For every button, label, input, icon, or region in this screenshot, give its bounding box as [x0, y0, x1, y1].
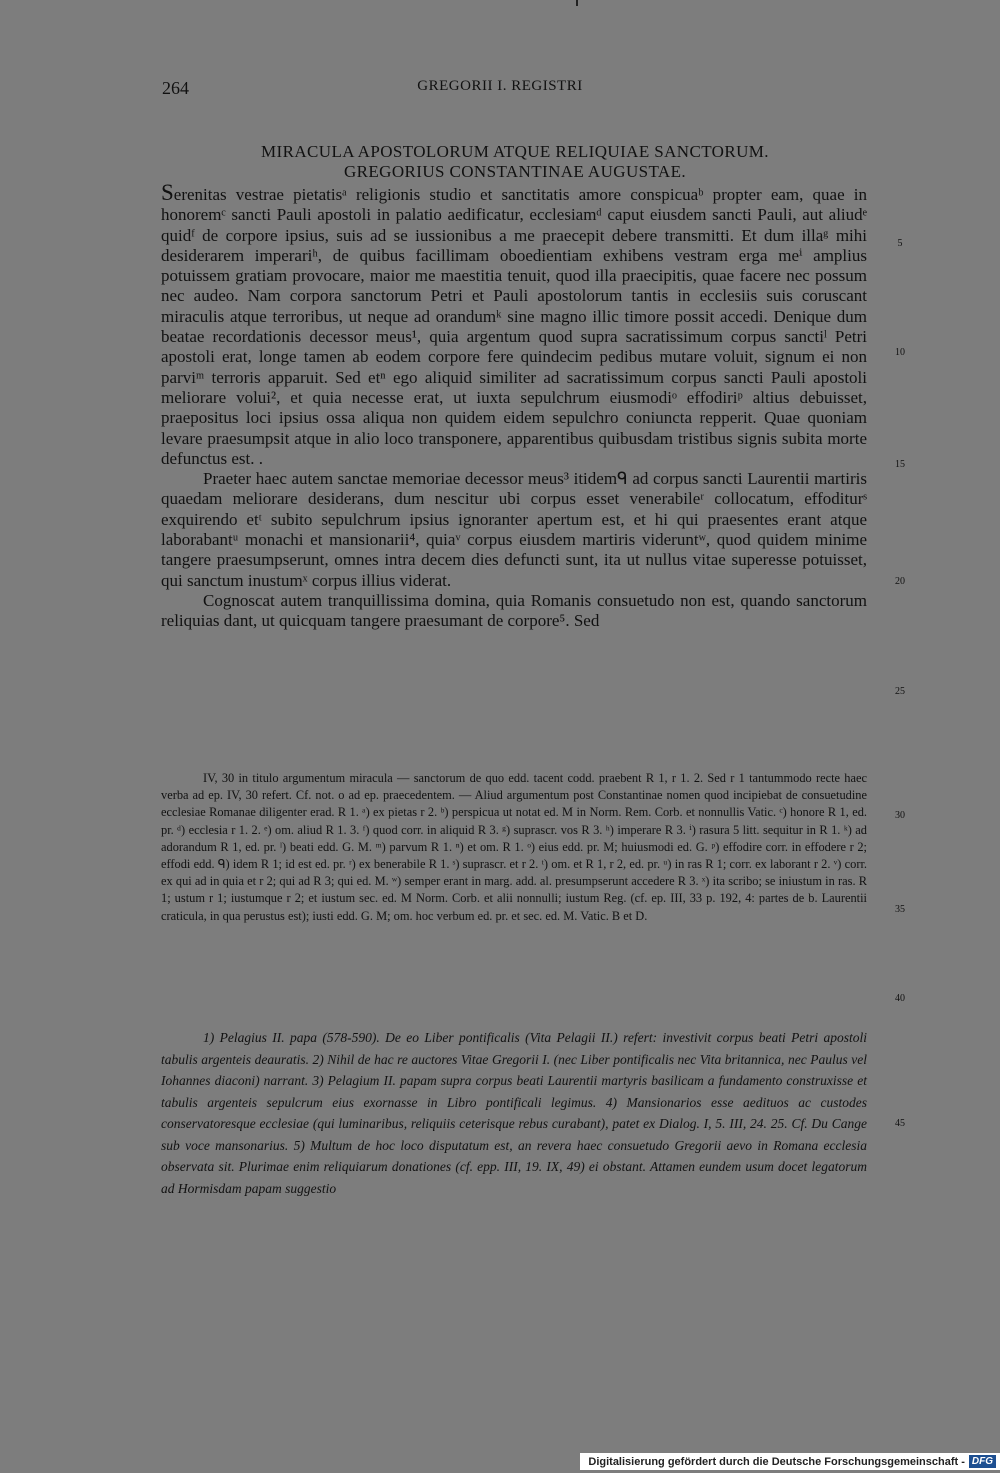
dfg-footer [580, 1453, 1000, 1470]
top-mark [576, 0, 578, 6]
paragraph: Serenitas vestrae pietatisᵃ religionis studio et sanctitatis amore conspicuaᵇ propter eam, quae in honoremᶜ sancti Pauli apostoli in palatio aedificatur, ecclesiamᵈ caput eiusdem sancti Pauli, aut aliudᵉ quidᶠ de corpore ipsius, suis ad se iussionibus a me praecepit debere transmitti. Et dum illaᵍ mihi desiderarem imperariʰ, de quibus facillimam oboedientiam exhibens vestram erga meⁱ amplius potuissem gratiam provocare, maior me maestitia tenuit, quod illa praecipitis, quae facere nec possum nec audeo. Nam corpora sanctorum Petri et Pauli apostolorum tantis in ecclesiis suis coruscant miraculis atque terroribus, ut neque ad orandumᵏ sine magno illic timore possit accedi. Denique dum beatae recordationis decessor meus¹, quia argentum quod supra sacratissimum corpus sanctiˡ Petri apostoli erat, longe tamen ab eodem corpore fere quindecim pedibus mutare voluit, signum ei non parviᵐ terroris apparuit. Sed etⁿ ego aliquid similiter ad sacratissimum corpus sancti Pauli apostoli meliorare volui², et quia necesse erat, ut iuxta sepulchrum eiusmodiᵒ effodiriᵖ altius debuisset, praepositus loci ipsius ossa aliqua non quidem eidem sepulchro coniuncta repperit. Quae quoniam levare praesumpsit atque in alio loco transponere, apparentibus quibusdam tristibus signis subita morte defunctus est. . [161, 180, 867, 468]
letter-title: GREGORIUS CONSTANTINAE AUGUSTAE. [343, 162, 687, 181]
running-title: GREGORII I. REGISTRI [417, 78, 583, 94]
footer-text: Digitalisierung gefördert durch die Deutsche Forschungsgemeinschaft - [588, 1455, 965, 1468]
footnote-text: 1) Pelagius II. papa (578-590). De eo Liber pontificalis (Vita Pelagii II.) refert: investivit corpus beati Petri apostoli tabulis argenteis deauratis. 2) Nihil de hac re auctores Vitae Gregorii I. (nec Liber pontificalis nec Vita britannica, nec Paulus vel Iohannes diaconi) narrant. 3) Pelagium II. papam supra corpus beati Laurentii martyris basilicam a fundamento construxisse et tabulis argenteis sepulcrum eius exornasse in Libro pontificali legimus. 4) Mansionarios esse aedituos ac custodes conservatoresque ecclesiae (qui luminaribus, reliquiis ceterisque rebus curabant), patet ex Dialog. I, 5. III, 24. 25. Cf. Du Cange sub voce mansonarius. 5) Multum de hoc loco disputatum est, an revera haec consuetudo Gregorii aevo in Romana ecclesia observata sit. Plurimae enim reliquiarum donationes (cf. epp. III, 19. IX, 49) ei obstant. Attamen eundem usum docet legatorum ad Hormisdam papam suggestio [161, 1030, 867, 1196]
line-number: 25 [895, 686, 905, 697]
paragraph: Cognoscat autem tranquillissima domina, quia Romanis consuetudo non est, quando sanctorum reliquias dant, ut quicquam tangere praesumant de corpore⁵. Sed [161, 590, 867, 631]
line-number: 15 [895, 459, 905, 470]
page-number: 264 [162, 78, 189, 98]
footnotes [161, 1027, 867, 1199]
main-text [161, 180, 867, 632]
line-number: 45 [895, 1118, 905, 1129]
line-number: 5 [897, 238, 903, 249]
line-number: 30 [895, 810, 905, 821]
line-number: 40 [895, 993, 905, 1004]
apparatus-text: IV, 30 in titulo argumentum miracula — sanctorum de quo edd. tacent codd. praebent R 1, r 1. 2. Sed r 1 tantummodo recte haec verba ad ep. IV, 30 refert. Cf. not. o ad ep. praecedentem. — Aliud argumentum post Constantinae nomen quod incipiebat de consuetudine ecclesiae Romanae diligenter erad. R 1. ᵃ) ex pietas r 2. ᵇ) perspicua ut notat ed. M in Norm. Rem. Corb. et nonnullis Vatic. ᶜ) honore R 1, ed. pr. ᵈ) ecclesia r 1. 2. ᵉ) om. aliud R 1. 3. ᶠ) quod corr. in aliquid R 3. ᵍ) suprascr. vos R 3. ʰ) imperare R 3. ⁱ) rasura 5 litt. sequitur in R 1. ᵏ) ad adorandum R 1, ed. pr. ˡ) beati edd. G. M. ᵐ) parvum R 1. ⁿ) et om. R 1. ᵒ) eius edd. pr. M; huiusmodi ed. G. ᵖ) effodire corr. in effodere r 2; effodi edd. ᑫ) idem R 1; id est ed. pr. ʳ) ex benerabile R 1. ˢ) suprascr. et r 2. ᵗ) om. et R 1, r 2, ed. pr. ᵘ) in ras R 1; corr. ex laborant r 2. ᵛ) corr. ex qui ad in quia et r 2; qui ad R 3; qui ed. M. ʷ) semper erant in marg. add. al. presumpserunt accedere R 3. ˣ) ita scribo; se iniustum in ras. R 1; ustum r 1; iustumque r 2; et iustum sec. ed. M Norm. Corb. et alii nonnulli; iustum Reg. (cf. ep. III, 33 p. 192, 4: partes de b. Laurentii craticula, in qua perustus est); iusti edd. G. M; om. hoc verbum ed. pr. et sec. ed. M. Vatic. B et D. [161, 771, 867, 923]
line-number: 10 [895, 347, 905, 358]
line-number: 20 [895, 576, 905, 587]
line-number: 35 [895, 904, 905, 915]
paragraph: Praeter haec autem sanctae memoriae decessor meus³ itidemᑫ ad corpus sancti Laurentii martiris quaedam meliorare desiderans, dum nescitur ubi corpus esset venerabileʳ collocatum, effoditurˢ exquirendo etᵗ subito sepulchrum ipsius ignoranter apertum est, et hi qui praesentes erant atque laborabantᵘ monachi et mansionarii⁴, quiaᵛ corpus eiusdem martiris videruntʷ, quod quidem minime tangere praesumpserunt, omnes intra decem dies defuncti sunt, ita ut nullus vitae superesse potuisset, qui sanctum inustumˣ corpus illius viderat. [161, 469, 867, 590]
section-title: MIRACULA APOSTOLORUM ATQUE RELIQUIAE SANCTORUM. [261, 142, 769, 161]
dfg-logo: DFG [969, 1455, 996, 1468]
critical-apparatus [161, 770, 867, 925]
